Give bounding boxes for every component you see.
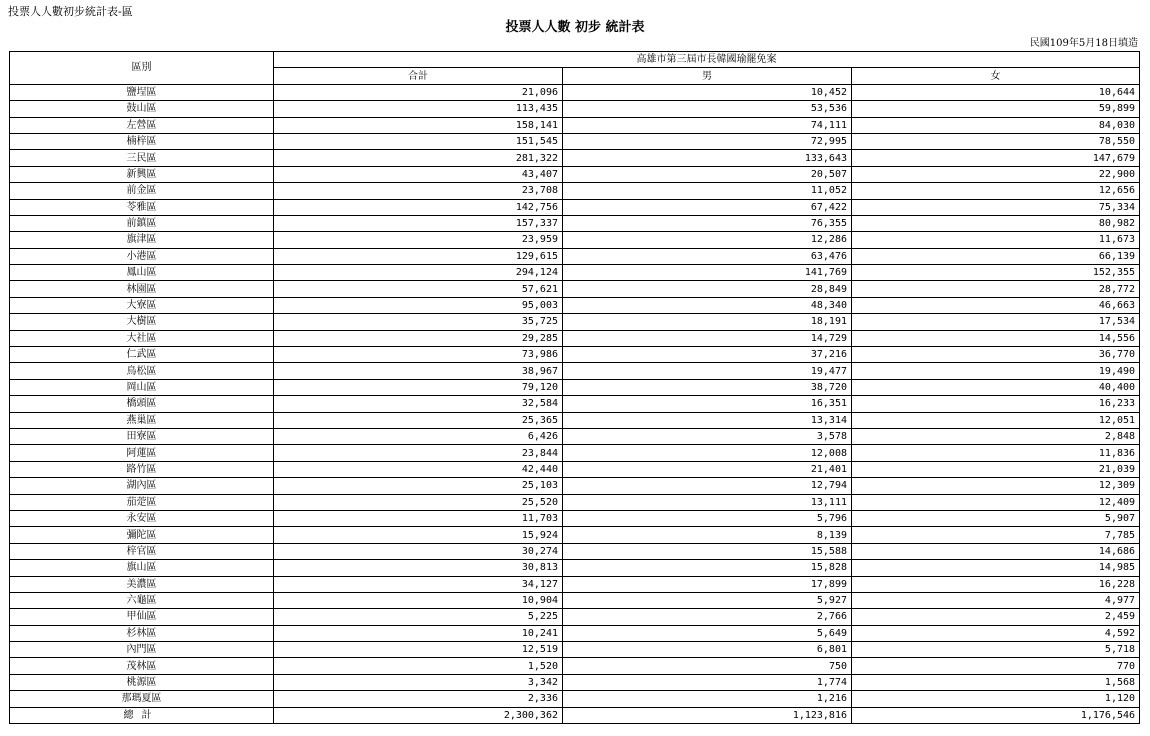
female-cell: 16,233 [852,396,1140,412]
table-row [10,592,1140,608]
female-cell: 1,120 [852,691,1140,707]
total-cell: 15,924 [274,527,563,543]
female-cell: 1,568 [852,674,1140,690]
female-cell: 36,770 [852,347,1140,363]
male-cell: 750 [563,658,852,674]
district-cell: 前鎮區 [10,215,274,231]
table-row [10,478,1140,494]
page-label: 投票人人數初步統計表-區 [8,5,133,18]
table-row [10,183,1140,199]
document-title: 投票人人數 初步 統計表 [505,20,645,35]
male-cell: 17,899 [563,576,852,592]
table-row [10,150,1140,166]
table-row [10,510,1140,526]
total-cell: 1,520 [274,658,563,674]
male-cell: 3,578 [563,428,852,444]
female-cell: 11,836 [852,445,1140,461]
district-cell: 橋頭區 [10,396,274,412]
female-cell: 14,985 [852,560,1140,576]
female-cell: 4,592 [852,625,1140,641]
total-row-male: 1,123,816 [563,707,852,723]
table-row [10,609,1140,625]
table-row [10,84,1140,100]
female-cell: 22,900 [852,166,1140,182]
total-cell: 158,141 [274,117,563,133]
district-cell: 路竹區 [10,461,274,477]
total-cell: 6,426 [274,428,563,444]
voter-statistics-table [9,51,1140,724]
total-cell: 43,407 [274,166,563,182]
total-cell: 129,615 [274,248,563,264]
female-cell: 46,663 [852,297,1140,313]
total-cell: 23,844 [274,445,563,461]
female-cell: 147,679 [852,150,1140,166]
total-column-header: 合計 [274,68,563,84]
male-cell: 20,507 [563,166,852,182]
male-cell: 28,849 [563,281,852,297]
district-cell: 六龜區 [10,592,274,608]
district-cell: 左營區 [10,117,274,133]
male-cell: 141,769 [563,265,852,281]
table-row [10,330,1140,346]
total-cell: 79,120 [274,379,563,395]
female-cell: 4,977 [852,592,1140,608]
district-cell: 內門區 [10,642,274,658]
total-row [10,707,1140,723]
female-column-header: 女 [852,68,1140,84]
total-cell: 294,124 [274,265,563,281]
table-row [10,281,1140,297]
male-cell: 67,422 [563,199,852,215]
female-cell: 78,550 [852,133,1140,149]
total-cell: 95,003 [274,297,563,313]
district-cell: 茄萣區 [10,494,274,510]
district-cell: 大寮區 [10,297,274,313]
total-cell: 2,336 [274,691,563,707]
total-cell: 23,708 [274,183,563,199]
district-cell: 鳳山區 [10,265,274,281]
table-row [10,117,1140,133]
female-cell: 2,848 [852,428,1140,444]
district-cell: 苓雅區 [10,199,274,215]
male-cell: 53,536 [563,101,852,117]
district-cell: 燕巢區 [10,412,274,428]
table-row [10,232,1140,248]
district-cell: 彌陀區 [10,527,274,543]
total-cell: 35,725 [274,314,563,330]
district-cell: 小港區 [10,248,274,264]
male-cell: 63,476 [563,248,852,264]
district-column-header: 區別 [10,52,274,85]
table-row [10,461,1140,477]
male-cell: 74,111 [563,117,852,133]
table-row [10,166,1140,182]
female-cell: 5,907 [852,510,1140,526]
total-cell: 25,103 [274,478,563,494]
total-cell: 38,967 [274,363,563,379]
district-cell: 甲仙區 [10,609,274,625]
district-cell: 林園區 [10,281,274,297]
table-row [10,379,1140,395]
male-cell: 12,008 [563,445,852,461]
total-cell: 57,621 [274,281,563,297]
total-cell: 42,440 [274,461,563,477]
male-cell: 1,216 [563,691,852,707]
district-cell: 田寮區 [10,428,274,444]
total-cell: 142,756 [274,199,563,215]
district-cell: 鳥松區 [10,363,274,379]
recall-case-header: 高雄市第三屆市長韓國瑜罷免案 [274,52,1140,68]
table-row [10,314,1140,330]
male-cell: 38,720 [563,379,852,395]
male-cell: 5,927 [563,592,852,608]
table-row [10,428,1140,444]
table-row [10,412,1140,428]
table-row [10,494,1140,510]
table-row [10,560,1140,576]
male-cell: 11,052 [563,183,852,199]
district-cell: 永安區 [10,510,274,526]
fill-date: 民國109年5月18日填造 [1029,38,1138,49]
male-cell: 12,794 [563,478,852,494]
total-cell: 23,959 [274,232,563,248]
table-row [10,527,1140,543]
female-cell: 28,772 [852,281,1140,297]
district-cell: 大社區 [10,330,274,346]
district-cell: 鹽埕區 [10,84,274,100]
female-cell: 7,785 [852,527,1140,543]
district-cell: 新興區 [10,166,274,182]
district-cell: 湖內區 [10,478,274,494]
table-row [10,396,1140,412]
female-cell: 152,355 [852,265,1140,281]
table-row [10,363,1140,379]
female-cell: 17,534 [852,314,1140,330]
total-cell: 151,545 [274,133,563,149]
district-cell: 大樹區 [10,314,274,330]
female-cell: 770 [852,658,1140,674]
district-cell: 三民區 [10,150,274,166]
female-cell: 75,334 [852,199,1140,215]
male-cell: 13,111 [563,494,852,510]
male-cell: 8,139 [563,527,852,543]
table-row [10,215,1140,231]
female-cell: 21,039 [852,461,1140,477]
total-cell: 10,241 [274,625,563,641]
female-cell: 11,673 [852,232,1140,248]
male-cell: 12,286 [563,232,852,248]
male-cell: 21,401 [563,461,852,477]
female-cell: 59,899 [852,101,1140,117]
total-row-female: 1,176,546 [852,707,1140,723]
table-row [10,199,1140,215]
female-cell: 80,982 [852,215,1140,231]
male-cell: 10,452 [563,84,852,100]
total-cell: 11,703 [274,510,563,526]
table-row [10,658,1140,674]
male-cell: 19,477 [563,363,852,379]
district-cell: 美濃區 [10,576,274,592]
male-cell: 37,216 [563,347,852,363]
male-cell: 16,351 [563,396,852,412]
total-cell: 30,274 [274,543,563,559]
total-cell: 32,584 [274,396,563,412]
male-cell: 76,355 [563,215,852,231]
female-cell: 5,718 [852,642,1140,658]
district-cell: 仁武區 [10,347,274,363]
male-cell: 5,796 [563,510,852,526]
table-row [10,625,1140,641]
female-cell: 12,409 [852,494,1140,510]
female-cell: 84,030 [852,117,1140,133]
district-cell: 鼓山區 [10,101,274,117]
table-row [10,691,1140,707]
male-column-header: 男 [563,68,852,84]
total-cell: 10,904 [274,592,563,608]
male-cell: 15,588 [563,543,852,559]
district-cell: 楠梓區 [10,133,274,149]
table-row [10,297,1140,313]
district-cell: 茂林區 [10,658,274,674]
female-cell: 40,400 [852,379,1140,395]
total-cell: 5,225 [274,609,563,625]
female-cell: 16,228 [852,576,1140,592]
table-row [10,576,1140,592]
female-cell: 2,459 [852,609,1140,625]
district-cell: 桃源區 [10,674,274,690]
total-cell: 281,322 [274,150,563,166]
total-cell: 21,096 [274,84,563,100]
female-cell: 10,644 [852,84,1140,100]
table-row [10,248,1140,264]
table-row [10,101,1140,117]
table-row [10,543,1140,559]
female-cell: 12,051 [852,412,1140,428]
female-cell: 12,309 [852,478,1140,494]
total-cell: 25,365 [274,412,563,428]
district-cell: 旗山區 [10,560,274,576]
male-cell: 18,191 [563,314,852,330]
male-cell: 5,649 [563,625,852,641]
female-cell: 19,490 [852,363,1140,379]
district-cell: 阿蓮區 [10,445,274,461]
male-cell: 14,729 [563,330,852,346]
district-cell: 那瑪夏區 [10,691,274,707]
table-row [10,265,1140,281]
male-cell: 2,766 [563,609,852,625]
male-cell: 13,314 [563,412,852,428]
table-row [10,133,1140,149]
district-cell: 前金區 [10,183,274,199]
female-cell: 14,686 [852,543,1140,559]
male-cell: 133,643 [563,150,852,166]
district-cell: 岡山區 [10,379,274,395]
total-cell: 34,127 [274,576,563,592]
total-cell: 29,285 [274,330,563,346]
total-cell: 12,519 [274,642,563,658]
table-body [10,84,1140,723]
table-row [10,445,1140,461]
female-cell: 66,139 [852,248,1140,264]
total-row-total: 2,300,362 [274,707,563,723]
total-row-label: 總計 [10,707,274,723]
female-cell: 14,556 [852,330,1140,346]
district-cell: 杉林區 [10,625,274,641]
male-cell: 6,801 [563,642,852,658]
total-cell: 113,435 [274,101,563,117]
table-row [10,642,1140,658]
district-cell: 梓官區 [10,543,274,559]
total-cell: 73,986 [274,347,563,363]
male-cell: 15,828 [563,560,852,576]
total-cell: 30,813 [274,560,563,576]
female-cell: 12,656 [852,183,1140,199]
total-cell: 25,520 [274,494,563,510]
total-cell: 3,342 [274,674,563,690]
male-cell: 48,340 [563,297,852,313]
district-cell: 旗津區 [10,232,274,248]
table-row [10,674,1140,690]
male-cell: 1,774 [563,674,852,690]
male-cell: 72,995 [563,133,852,149]
total-cell: 157,337 [274,215,563,231]
table-row [10,347,1140,363]
